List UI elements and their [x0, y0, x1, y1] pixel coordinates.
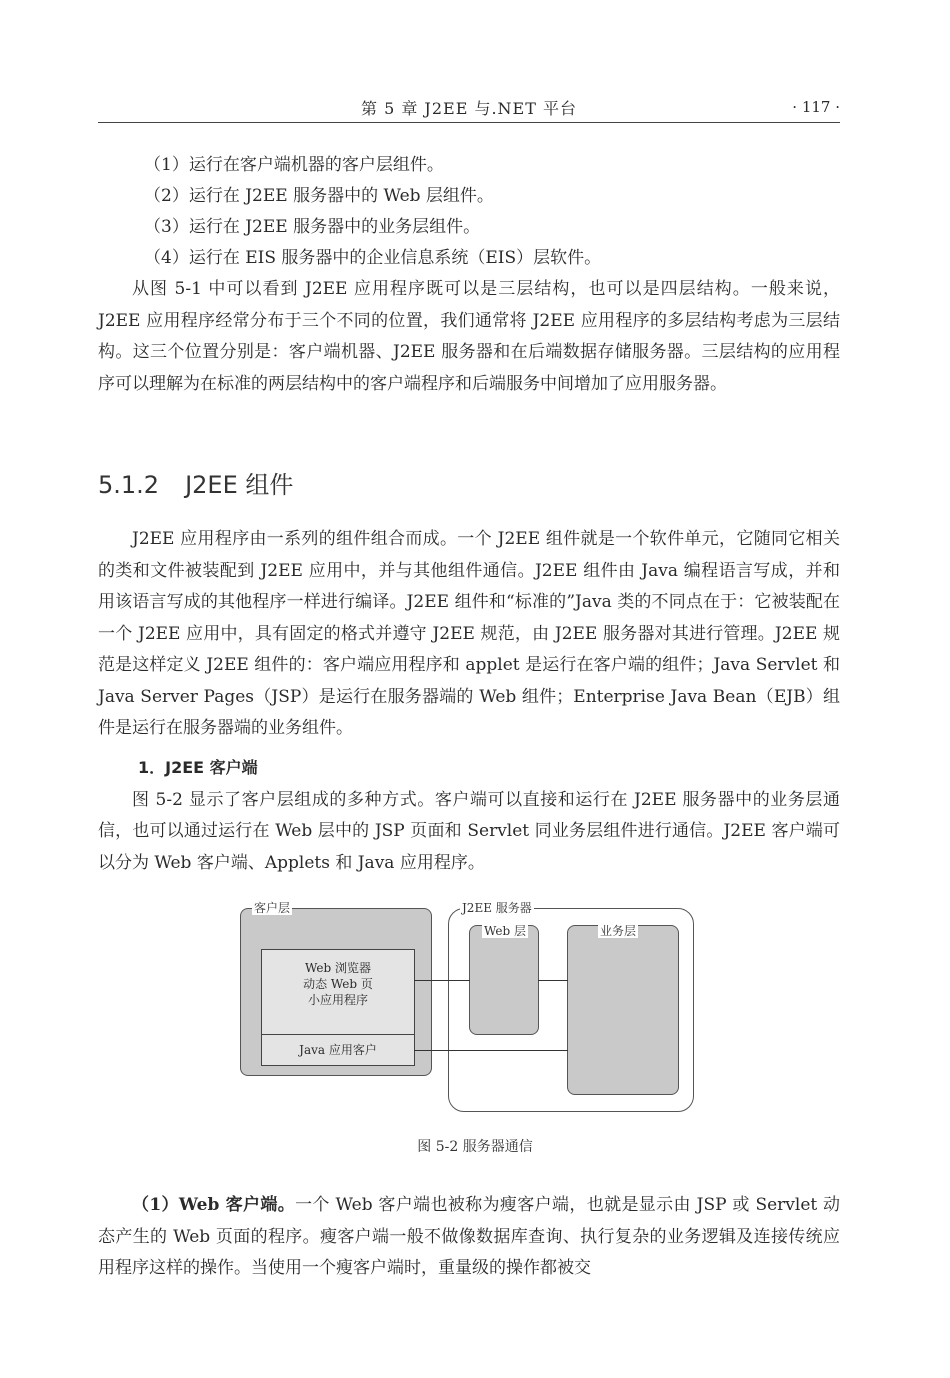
- browser-to-web-connector: [414, 980, 470, 981]
- section-body: [98, 524, 840, 879]
- running-header: [98, 92, 840, 123]
- java-client-to-business-connector: [414, 1050, 568, 1051]
- figure-caption: 图 5-2 服务器通信: [417, 1139, 533, 1155]
- section-paragraph: J2EE 应用程序由一系列的组件组合而成。一个 J2EE 组件就是一个软件单元，它随同它相关的类和文件被装配到 J2EE 应用中，并与其他组件通信。J2EE 组件由 Java 编程语言写成，并和用该语言写成的其他程序一样进行编译。J2EE 组件和“标准的”Java 类的不同点在于：它被装配在一个 J2EE 应用中，具有固定的格式并遵守 J2EE 规范，由 J2EE 服务器对其进行管理。J2EE 规范是这样定义 J2EE 组件的：客户端应用程序和 applet 是运行在客户端的组件；Java Servlet 和 Java Server Pages（JSP）是运行在服务器端的 Web 组件；Enterprise Java Bean（EJB）组件是运行在服务器端的业务组件。: [98, 529, 840, 738]
- browser-line: 动态 Web 页: [303, 977, 373, 991]
- client-components-box: [261, 949, 415, 1066]
- browser-line: 小应用程序: [307, 993, 368, 1007]
- subsection-title: 1．J2EE 客户端: [138, 757, 258, 777]
- web-client-lead: （1）Web 客户端。: [132, 1195, 296, 1215]
- browser-line: Web 浏览器: [305, 961, 371, 975]
- subsection-paragraph: 图 5-2 显示了客户层组成的多种方式。客户端可以直接和运行在 J2EE 服务器中的业务层通信，也可以通过运行在 Web 层中的 JSP 页面和 Servlet 同业务层组件进行通信。J2EE 客户端可以分为 Web 客户端、Applets 和 Java 应用程序。: [98, 789, 840, 873]
- client-tier-label: 客户层: [254, 901, 291, 915]
- server-communication-diagram: [236, 900, 698, 1116]
- java-client-label: Java 应用客户: [299, 1043, 377, 1057]
- web-client-text: 一个 Web 客户端也被称为瘦客户端，也就是显示由 JSP 或 Servlet 动态产生的 Web 页面的程序。瘦客户端一般不做像数据库查询、执行复杂的业务逻辑及连接传统应用程序这样的操作。当使用一个瘦客户端时，重量级的操作都被交: [98, 1195, 840, 1278]
- web-to-business-connector: [538, 980, 568, 981]
- list-item: （4）运行在 EIS 服务器中的企业信息系统（EIS）层软件。: [144, 248, 602, 268]
- j2ee-server-box: [448, 908, 694, 1112]
- divider: [262, 1034, 414, 1035]
- section-title: J2EE 组件: [185, 471, 294, 499]
- web-tier-box: [469, 925, 539, 1035]
- web-tier-label: Web 层: [484, 924, 526, 938]
- intro-block: [98, 150, 840, 400]
- list-item: （3）运行在 J2EE 服务器中的业务层组件。: [144, 217, 481, 237]
- j2ee-server-label: J2EE 服务器: [462, 901, 532, 915]
- intro-paragraph: 从图 5-1 中可以看到 J2EE 应用程序既可以是三层结构，也可以是四层结构。一般来说，J2EE 应用程序经常分布于三个不同的位置，我们通常将 J2EE 应用程序的多层结构考虑为三层结构。这三个位置分别是：客户端机器、J2EE 服务器和在后端数据存储服务器。三层结构的应用程序可以理解为在标准的两层结构中的客户端程序和后端服务中间增加了应用服务器。: [98, 279, 840, 394]
- web-client-paragraph: [98, 1190, 840, 1285]
- business-tier-box: [567, 925, 679, 1095]
- section-number: 5.1.2: [98, 471, 160, 499]
- list-item: （1）运行在客户端机器的客户层组件。: [144, 155, 444, 175]
- browser-components: [262, 960, 414, 1008]
- section-heading: [98, 465, 293, 500]
- web-client-section: [98, 1190, 840, 1285]
- client-tier-box: [240, 908, 432, 1076]
- running-title: 第 5 章 J2EE 与.NET 平台: [360, 99, 577, 118]
- business-tier-label: 业务层: [600, 924, 637, 938]
- list-item: （2）运行在 J2EE 服务器中的 Web 层组件。: [144, 186, 494, 206]
- page-number: · 117 ·: [792, 98, 840, 116]
